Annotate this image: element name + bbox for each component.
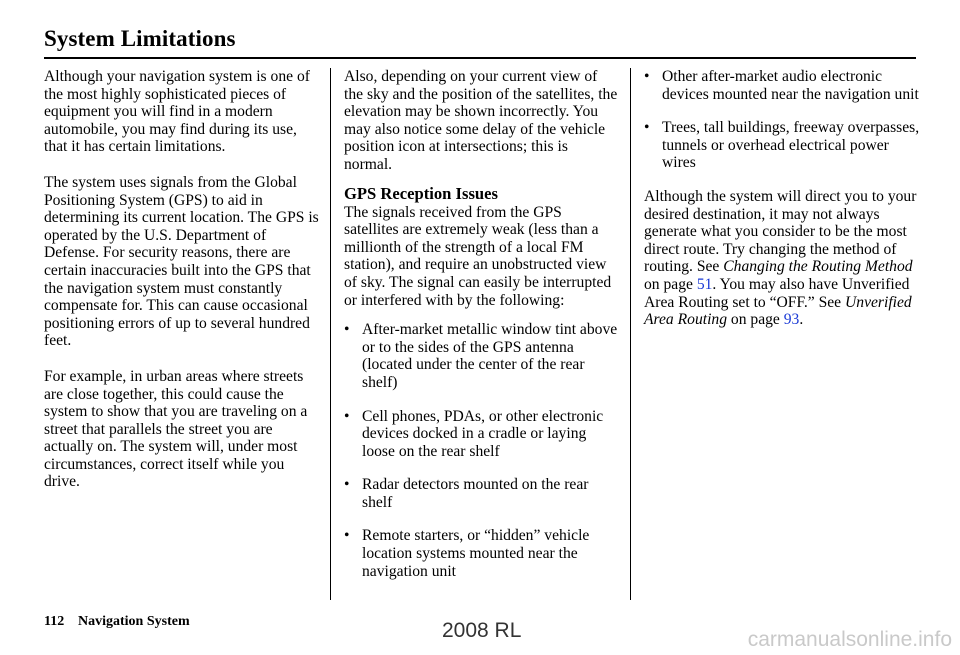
column-3: [644, 68, 924, 347]
site-watermark: carmanualsonline.info: [747, 628, 952, 651]
bullet-icon: •: [644, 68, 650, 85]
bullet-icon: •: [344, 476, 350, 494]
paragraph-example: For example, in urban areas where streets are close together, this could cause the system to show that you are traveling on a street that parallels the street you are actually on. The system will, under most circumstances, correct itself while you drive.: [44, 367, 308, 491]
ref-changing-routing-method: Changing the Routing Method: [723, 258, 913, 276]
bullet-icon: •: [344, 407, 350, 425]
header-rule: [44, 57, 916, 59]
column-divider-2: [630, 68, 631, 600]
interference-list-continued: [644, 68, 924, 172]
ref-unverified-area-routing: Unverified Area Routing: [644, 293, 912, 329]
column-2: [344, 68, 619, 596]
column-1: [44, 68, 322, 509]
page-link-51[interactable]: 51: [696, 275, 713, 293]
interference-list: [344, 321, 619, 580]
paragraph-intro: Although your navigation system is one of the most highly sophisticated pieces of equipment you will find in a modern automobile, you may find during its use, that it has certain limitations.: [44, 68, 310, 156]
paragraph-reception: The signals received from the GPS satellites are extremely weak (less than a millionth of the strength of a local FM station), and require an unobstructed view of sky. The signal can easily be interrupted or interfered with by the following:: [344, 203, 612, 309]
paragraph-routing: Although the system will direct you to your desired destination, it may not always generate what you consider to be the most direct route. Try changing the method of routing. See Changing the Routing Method on page 51. You may also have Unverified Area Routing set to “OFF.” See Unverified Area Routing on page 93.: [644, 187, 917, 329]
model-watermark: 2008 RL: [442, 619, 522, 642]
list-item: • Remote starters, or “hidden” vehicle location systems mounted near the navigation unit: [344, 527, 590, 580]
list-item: • Cell phones, PDAs, or other electronic devices docked in a cradle or laying loose on the rear shelf: [344, 407, 604, 460]
list-item: • Trees, tall buildings, freeway overpasses, tunnels or overhead electrical power wires: [644, 119, 920, 172]
paragraph-elevation: Also, depending on your current view of the sky and the position of the satellites, the elevation may be shown incorrectly. You may also notice some delay of the vehicle position icon at intersections; this is normal.: [344, 68, 618, 173]
list-item: • Other after-market audio electronic devices mounted near the navigation unit: [644, 68, 919, 103]
page-number: 112: [44, 614, 65, 629]
bullet-icon: •: [344, 527, 350, 545]
footer-section: Navigation System: [78, 614, 190, 629]
bullet-icon: •: [344, 321, 350, 339]
section-heading: GPS Reception Issues: [344, 183, 498, 203]
paragraph-gps: The system uses signals from the Global Positioning System (GPS) to aid in determining its current location. The GPS is operated by the U.S. Department of Defense. For security reasons, there are certain inaccuracies built into the GPS that the navigation system must constantly compensate for. This can cause occasional positioning errors of up to several hundred feet.: [44, 173, 319, 350]
list-item: • After-market metallic window tint above or to the sides of the GPS antenna (located under the center of the rear shelf): [344, 321, 618, 391]
page-title: System Limitations: [44, 26, 236, 51]
bullet-icon: •: [644, 119, 650, 137]
column-divider-1: [330, 68, 331, 600]
list-item: • Radar detectors mounted on the rear shelf: [344, 476, 589, 511]
page-link-93[interactable]: 93: [783, 311, 800, 329]
